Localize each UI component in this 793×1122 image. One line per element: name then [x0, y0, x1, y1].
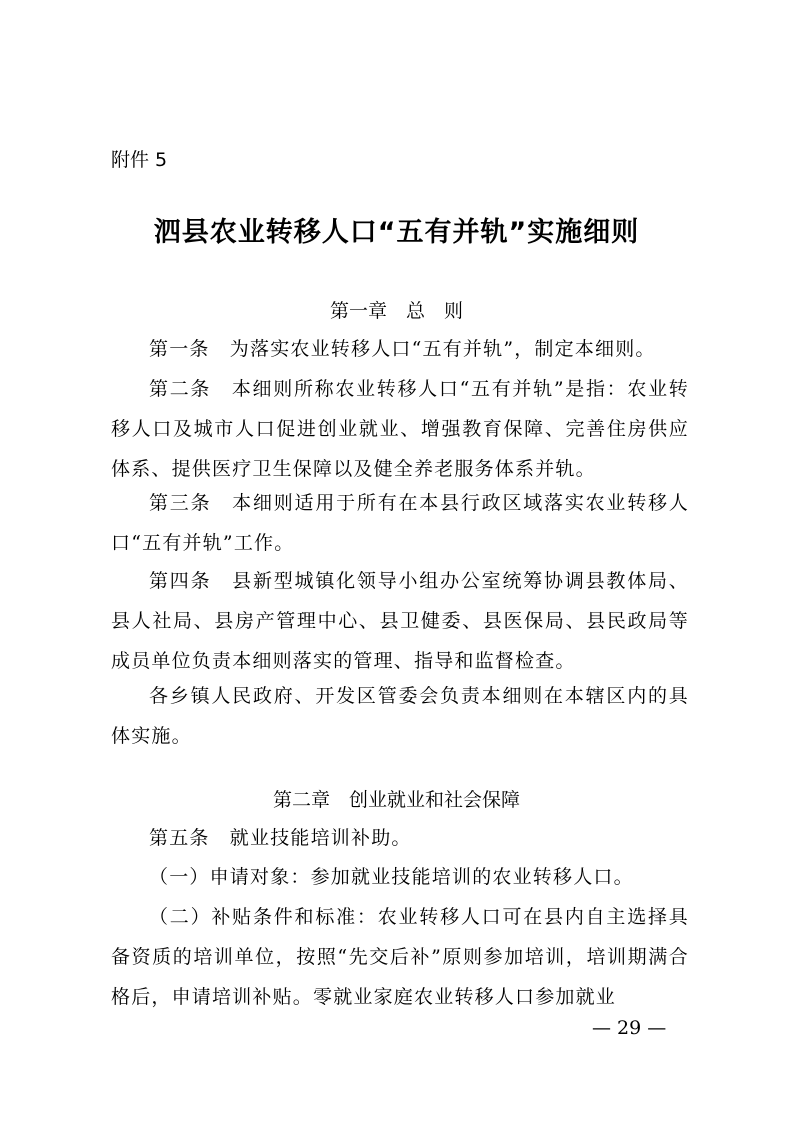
article-5: 第五条 就业技能培训补助。	[149, 827, 412, 849]
article-3: 第三条 本细则适用于所有在本县行政区域落实农业转移人口“五有并轨”工作。	[111, 492, 689, 554]
article-2: 第二条 本细则所称农业转移人口“五有并轨”是指：农业转移人口及城市人口促进创业就业、增强教育保障、完善住房供应体系、提供医疗卫生保障以及健全养老服务体系并轨。	[111, 378, 689, 480]
article-1: 第一条 为落实农业转移人口“五有并轨”，制定本细则。	[149, 338, 656, 360]
article-5-item-2: （二）补贴条件和标准：农业转移人口可在县内自主选择具备资质的培训单位，按照“先交后补”原则参加培训，培训期满合格后，申请培训补贴。零就业家庭农业转移人口参加就业	[111, 906, 689, 1008]
chapter-1-heading: 第一章 总 则	[329, 300, 463, 322]
page-number: — 29 —	[592, 1017, 667, 1039]
article-4-implementation: 各乡镇人民政府、开发区管委会负责本细则在本辖区内的具体实施。	[111, 685, 689, 747]
article-4: 第四条 县新型城镇化领导小组办公室统筹协调县教体局、县人社局、县房产管理中心、县卫健委、县医保局、县民政局等成员单位负责本细则落实的管理、指导和监督检查。	[111, 570, 689, 672]
chapter-2-heading: 第二章 创业就业和社会保障	[272, 789, 520, 811]
article-5-item-1: （一）申请对象：参加就业技能培训的农业转移人口。	[149, 866, 634, 888]
document-title: 泗县农业转移人口“五有并轨”实施细则	[153, 217, 640, 248]
attachment-label: 附件 5	[111, 149, 168, 171]
